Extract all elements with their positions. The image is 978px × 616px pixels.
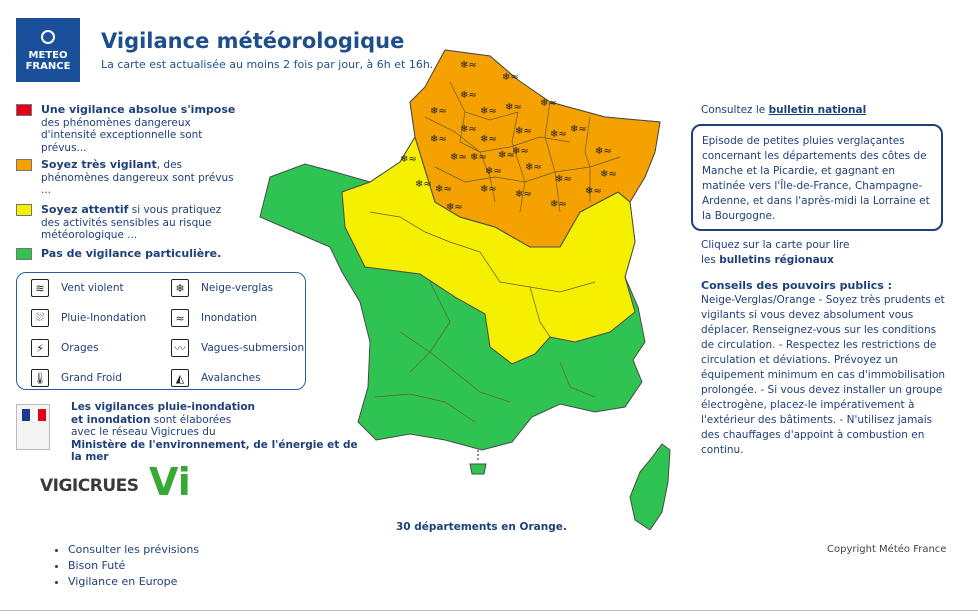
legend-yellow — [16, 204, 236, 242]
svg-text:❄≈: ❄≈ — [550, 129, 567, 140]
pheno-avalanches — [171, 369, 261, 387]
click-line1: Cliquez sur la carte pour lire — [701, 239, 850, 251]
pheno-neige-label: Neige-verglas — [201, 282, 274, 294]
flood-icon: ≈ — [171, 309, 189, 327]
svg-text:❄≈: ❄≈ — [512, 146, 529, 157]
legend-orange — [16, 159, 236, 197]
legend-yellow-desc: si vous pratiquez des activités sensibles au risque météorologique ... — [41, 204, 222, 241]
svg-text:❄≈: ❄≈ — [585, 186, 602, 197]
svg-text:❄≈: ❄≈ — [525, 162, 542, 173]
ministry-flag-logo[interactable] — [16, 404, 50, 450]
rain-flood-icon: ⛆ — [31, 309, 49, 327]
svg-text:❄≈: ❄≈ — [460, 60, 477, 71]
andorra — [470, 464, 486, 474]
regional-bulletins — [701, 238, 951, 268]
svg-text:❄≈: ❄≈ — [460, 124, 477, 135]
legend-red — [16, 104, 236, 154]
pheno-orages — [31, 339, 99, 357]
legend-red-desc: des phénomènes dangereux d'intensité exceptionnelle sont prévus... — [41, 116, 203, 154]
wind-icon: ≋ — [31, 279, 49, 297]
svg-text:❄≈: ❄≈ — [430, 106, 447, 117]
page-subtitle: La carte est actualisée au moins 2 fois par jour, à 6h et 16h. — [101, 58, 434, 71]
svg-text:❄≈: ❄≈ — [485, 166, 502, 177]
svg-text:❄≈: ❄≈ — [435, 184, 452, 195]
pheno-froid — [31, 369, 122, 387]
vigicrues-line1: Les vigilances pluie-inondation — [71, 401, 256, 413]
advice-text: Neige-Verglas/Orange - Soyez très prudents et vigilants si vous devez absolument vous déplacer. Renseignez-vous sur les conditions de circulation. - Respectez les restrictions de circulation et déviations. Prévoyez un équipement minimum en cas d'immobilisation prolongée. - Si vous devez installer un groupe électrogène, placez-le impérativement à l'extérieur des bâtiments. - N'utilisez jamais des chauffages d'appoint à combustion en continu. — [701, 294, 946, 456]
svg-text:❄≈: ❄≈ — [540, 98, 557, 109]
footer-divider — [0, 610, 978, 611]
consult-prefix: Consultez le — [701, 104, 769, 116]
pheno-pluie-label: Pluie-Inondation — [61, 312, 147, 324]
link-bison-fute[interactable]: • Bison Futé — [68, 558, 199, 574]
svg-text:❄≈: ❄≈ — [515, 126, 532, 137]
orange-swatch — [16, 159, 32, 171]
pheno-inondation — [171, 309, 257, 327]
avalanche-icon: ◭ — [171, 369, 189, 387]
yellow-swatch — [16, 204, 32, 216]
svg-text:❄≈: ❄≈ — [480, 134, 497, 145]
vigicrues-logo[interactable]: VIGICRUES — [40, 476, 139, 496]
advice-title: Conseils des pouvoirs publics : — [701, 279, 893, 292]
legend-orange-title: Soyez très vigilant — [41, 158, 157, 171]
legend-green-title: Pas de vigilance particulière. — [41, 247, 222, 260]
link-vigilance-europe[interactable]: • Vigilance en Europe — [68, 574, 199, 590]
public-advice — [701, 278, 951, 458]
vigicrues-line2: et inondation — [71, 413, 151, 426]
svg-text:❄≈: ❄≈ — [570, 124, 587, 135]
red-swatch — [16, 104, 32, 116]
corsica — [630, 444, 670, 530]
lightning-icon: ⚡ — [31, 339, 49, 357]
svg-text:❄≈: ❄≈ — [450, 152, 467, 163]
logo-icon — [41, 30, 55, 44]
svg-text:❄≈: ❄≈ — [505, 102, 522, 113]
page-title: Vigilance météorologique — [101, 29, 405, 53]
national-bulletin-line — [701, 103, 951, 118]
svg-text:❄≈: ❄≈ — [600, 169, 617, 180]
pheno-orages-label: Orages — [61, 342, 99, 354]
vigicrues-line3: avec le réseau Vigicrues du — [71, 426, 216, 438]
legend-green — [16, 248, 236, 261]
legend-orange-desc: , des phénomènes dangereux sont prévus ... — [41, 159, 234, 196]
pheno-vent — [31, 279, 124, 297]
svg-text:❄≈: ❄≈ — [595, 146, 612, 157]
click-prefix: les — [701, 254, 720, 266]
thermometer-icon: 🌡 — [31, 369, 49, 387]
vigicrues-line4: Ministère de l'environnement, de l'énergie et de la mer — [71, 438, 358, 463]
france-vigilance-map[interactable] — [250, 42, 685, 530]
legend-yellow-title: Soyez attentif — [41, 203, 129, 216]
svg-text:❄≈: ❄≈ — [555, 174, 572, 185]
pheno-inondation-label: Inondation — [201, 312, 258, 324]
vigicrues-line2-rest: sont élaborées — [150, 413, 232, 426]
bottom-links — [52, 542, 199, 590]
svg-text:❄≈: ❄≈ — [550, 199, 567, 210]
svg-text:❄≈: ❄≈ — [400, 154, 417, 165]
svg-text:❄≈: ❄≈ — [460, 90, 477, 101]
national-bulletin-link[interactable]: bulletin national — [768, 104, 867, 116]
svg-text:❄≈: ❄≈ — [498, 150, 515, 161]
logo-text-line1: METEO — [28, 50, 68, 61]
svg-text:❄≈: ❄≈ — [502, 72, 519, 83]
snow-ice-icon: ❄ — [171, 279, 189, 297]
regional-bulletins-link[interactable]: bulletins régionaux — [719, 254, 834, 266]
link-previsions[interactable]: • Consulter les prévisions — [68, 542, 199, 558]
svg-text:❄≈: ❄≈ — [480, 184, 497, 195]
meteo-france-logo[interactable] — [16, 18, 80, 82]
bulletin-summary: Episode de petites pluies verglaçantes concernant les départements des côtes de Manche et la Picardie, et gagnant en matinée vers l'Île-de-France, Champagne-Ardenne, et dans l'après-midi la Lorraine et la Bourgogne. — [691, 124, 943, 231]
pheno-vagues-label: Vagues-submersion — [201, 342, 305, 354]
orange-count: 30 départements en Orange. — [396, 521, 567, 533]
pheno-vent-label: Vent violent — [61, 282, 124, 294]
pheno-froid-label: Grand Froid — [61, 372, 122, 384]
copyright: Copyright Météo France — [827, 544, 947, 555]
pheno-pluie — [31, 309, 146, 327]
legend-red-title: Une vigilance absolue s'impose — [41, 103, 236, 116]
wave-icon: 〰 — [171, 339, 189, 357]
pheno-avalanches-label: Avalanches — [201, 372, 261, 384]
green-swatch — [16, 248, 32, 260]
svg-text:❄≈: ❄≈ — [430, 134, 447, 145]
svg-text:❄≈: ❄≈ — [415, 179, 432, 190]
svg-text:❄≈: ❄≈ — [480, 106, 497, 117]
svg-text:❄≈: ❄≈ — [446, 202, 463, 213]
vi-logo[interactable]: Vi — [149, 460, 191, 504]
svg-text:❄≈: ❄≈ — [515, 189, 532, 200]
logo-text-line2: FRANCE — [25, 61, 71, 72]
svg-text:❄≈: ❄≈ — [470, 152, 487, 163]
